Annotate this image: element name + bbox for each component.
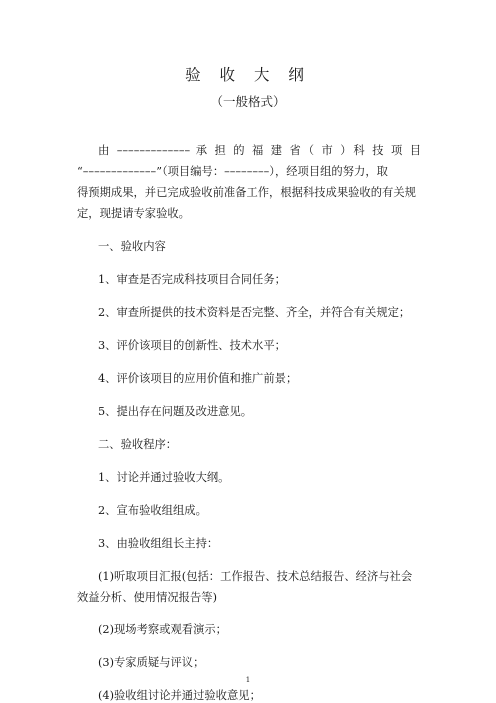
sub-item-2: (2)现场考察或观看演示； [98, 623, 227, 636]
section-heading-procedure: 二、验收程序： [98, 438, 178, 451]
sub-item-1-line-1: (1)听取项目汇报(包括：工作报告、技术总结报告、经济与社会 [98, 570, 413, 583]
list-item: 2、宣布验收组组成。 [98, 504, 207, 517]
document-subtitle: （一般格式） [210, 94, 286, 109]
sub-item-4: (4)验收组讨论并通过验收意见； [98, 689, 261, 702]
sub-item-3: (3)专家质疑与评议； [98, 656, 205, 669]
intro-line-4: 定，现提请专家验收。 [77, 207, 190, 220]
list-item: 1、审查是否完成科技项目合同任务； [98, 273, 286, 286]
list-item: 2、审查所提供的技术资料是否完整、齐全，并符合有关规定； [98, 306, 411, 319]
page-number: 1 [245, 676, 251, 684]
list-item: 5、提出存在问题及改进意见。 [98, 405, 253, 418]
sub-item-1-line-2: 效益分析、使用情况报告等) [77, 591, 217, 604]
document-title: 验 收 大 纲 [185, 66, 311, 84]
list-item: 1、讨论并通过验收大纲。 [98, 471, 230, 484]
list-item: 3、由验收组组长主持： [98, 537, 219, 550]
list-item: 3、评价该项目的创新性、技术水平； [98, 339, 286, 352]
intro-line-1: 由 ––––––––––––– 承 担 的 福 建 省（ 市 ）科 技 项 目 [98, 144, 421, 157]
intro-line-2: “–––––––––––––”（项目编号：––––––––），经项目组的努力，取 [77, 165, 388, 178]
intro-line-3: 得预期成果，并已完成验收前准备工作，根据科技成果验收的有关规 [77, 186, 416, 199]
section-heading-content: 一、验收内容 [98, 240, 166, 253]
list-item: 4、评价该项目的应用价值和推广前景； [98, 372, 298, 385]
